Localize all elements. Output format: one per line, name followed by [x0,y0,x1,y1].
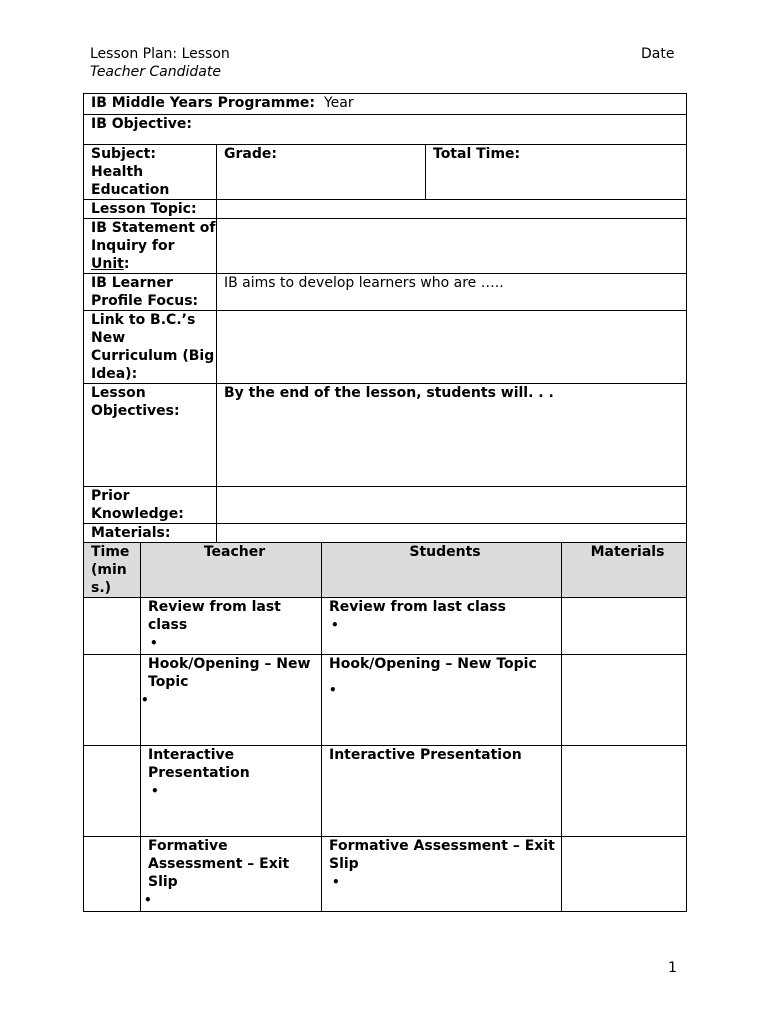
teacher-cell[interactable] [141,837,322,912]
lesson-topic-label: Lesson Topic: [84,200,217,219]
table-row [84,837,687,912]
ib-objective-label[interactable]: IB Objective: [84,115,687,145]
ib-program-value: Year [323,95,354,111]
bullet-icon: • [141,693,149,707]
ib-program-label: IB Middle Years Programme: [91,95,316,111]
time-cell[interactable] [84,837,141,912]
table-row [84,746,687,837]
teacher-cell[interactable] [141,655,322,746]
col-header-teacher: Teacher [141,543,322,598]
teacher-activity: Interactive Presentation [148,747,250,781]
grade-label[interactable]: Grade: [217,145,426,200]
bullet-icon: • [332,875,340,889]
time-cell[interactable] [84,655,141,746]
link-curriculum-label: Link to B.C.’s New Curriculum (Big Idea): [84,311,217,384]
students-cell[interactable] [322,598,562,655]
prior-knowledge-value[interactable] [217,487,687,524]
subject-value: Health Education [91,164,170,198]
materials-cell[interactable] [562,837,687,912]
objectives-label: Lesson Objectives: [84,384,217,487]
students-activity: Interactive Presentation [329,747,522,763]
learner-profile-label: IB Learner Profile Focus: [84,274,217,311]
ib-program-row [84,94,687,115]
teacher-candidate: Teacher Candidate [90,64,221,80]
materials-cell[interactable] [562,598,687,655]
statement-label [84,219,217,274]
statement-label-unit: Unit [91,256,124,272]
materials-cell[interactable] [562,746,687,837]
col-header-materials: Materials [562,543,687,598]
page-number: 1 [668,960,677,976]
col-header-students: Students [322,543,562,598]
link-curriculum-value[interactable] [217,311,687,384]
col-header-time: Time (min s.) [84,543,141,598]
date-label: Date [641,46,675,62]
materials-cell[interactable] [562,655,687,746]
teacher-activity: Formative Assessment – Exit Slip [148,838,290,890]
students-cell[interactable] [322,655,562,746]
bullet-icon: • [151,784,159,798]
learner-profile-value[interactable]: IB aims to develop learners who are ….. [217,274,687,311]
materials-value[interactable] [217,524,687,543]
bullet-icon: • [329,683,337,697]
table-row [84,655,687,746]
lesson-plan-table [83,93,687,543]
statement-label-b: : [123,256,130,272]
teacher-activity: Hook/Opening – New Topic [148,656,311,690]
students-activity: Hook/Opening – New Topic [329,656,537,672]
objectives-value[interactable]: By the end of the lesson, students will. . . [217,384,687,487]
statement-label-a: IB Statement of Inquiry for [91,220,216,254]
students-activity: Formative Assessment – Exit Slip [329,838,555,872]
subject-label: Subject: [91,146,156,162]
table-row [84,598,687,655]
teacher-cell[interactable] [141,746,322,837]
students-cell[interactable] [322,746,562,837]
statement-value[interactable] [217,219,687,274]
bullet-icon: • [144,893,152,907]
time-cell[interactable] [84,746,141,837]
students-cell[interactable] [322,837,562,912]
prior-knowledge-label: Prior Knowledge: [84,487,217,524]
students-activity: Review from last class [329,599,506,615]
teacher-cell[interactable] [141,598,322,655]
subject-cell [84,145,217,200]
time-cell[interactable] [84,598,141,655]
bullet-icon: • [331,618,339,632]
schedule-table [83,542,687,912]
bullet-icon: • [150,636,158,650]
materials-label: Materials: [84,524,217,543]
document-title: Lesson Plan: Lesson [90,46,230,62]
total-time-label[interactable]: Total Time: [426,145,687,200]
lesson-topic-value[interactable] [217,200,687,219]
teacher-activity: Review from last class [148,599,281,633]
